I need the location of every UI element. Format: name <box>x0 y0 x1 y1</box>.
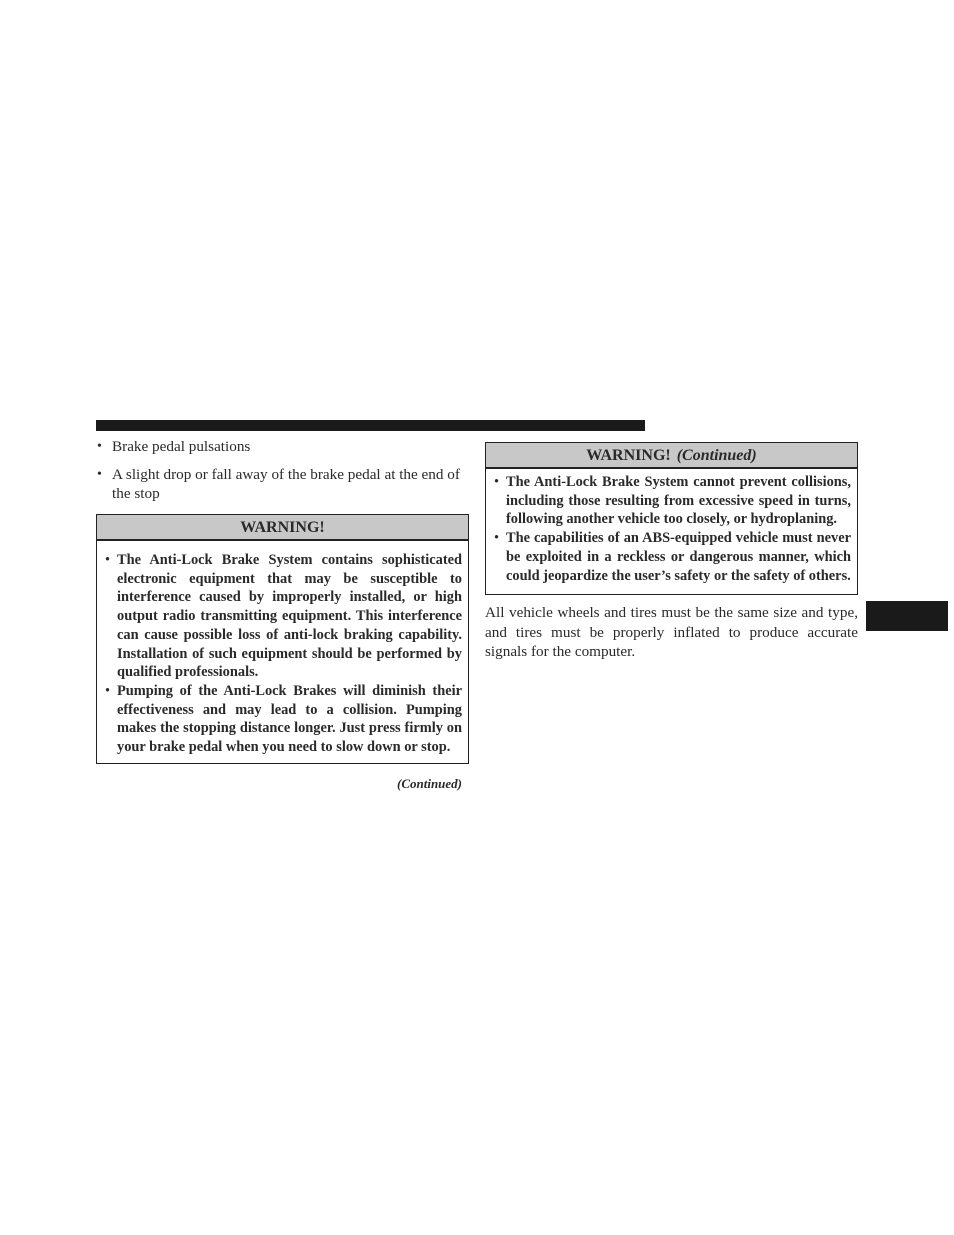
section-header-rule <box>96 420 645 431</box>
left-column <box>96 437 469 792</box>
warning-header <box>97 515 468 541</box>
symptom-list <box>96 437 469 503</box>
chapter-tab <box>866 601 948 631</box>
warning-title: WARNING! <box>586 447 671 464</box>
warning-item: • Pumping of the Anti-Lock Brakes will diminish their effectiveness and may lead to a collision. Pumping makes the stopping distance longer. Just press firmly on your brake pedal when you need to slow down or stop. <box>105 682 462 757</box>
warning-list <box>486 469 857 594</box>
warning-list <box>97 541 468 763</box>
list-item: • A slight drop or fall away of the brake pedal at the end of the stop <box>96 465 469 503</box>
warning-title-suffix: (Continued) <box>676 447 757 464</box>
warning-box-continued <box>485 442 858 595</box>
warning-box <box>96 514 469 764</box>
warning-item: • The Anti-Lock Brake System contains sophisticated electronic equipment that may be susceptible to interference caused by improperly installed, or high output radio transmitting equipment. This interference can cause possible loss of anti-lock braking capability. Installation of such equipment should be performed by qualified professionals. <box>105 551 462 682</box>
right-column <box>485 442 858 662</box>
warning-title: WARNING! <box>240 519 325 536</box>
list-item: • Brake pedal pulsations <box>96 437 469 456</box>
continued-label: (Continued) <box>396 775 462 791</box>
warning-header <box>486 443 857 469</box>
warning-item: • The Anti-Lock Brake System cannot prevent collisions, including those resulting from excessive speed in turns, following another vehicle too closely, or hydroplaning. <box>494 473 851 529</box>
body-paragraph: All vehicle wheels and tires must be the same size and type, and tires must be properly inflated to produce accurate signals for the computer. <box>485 604 858 661</box>
warning-item: • The capabilities of an ABS-equipped vehicle must never be exploited in a reckless or dangerous manner, which could jeopardize the user’s safety or the safety of others. <box>494 529 851 585</box>
